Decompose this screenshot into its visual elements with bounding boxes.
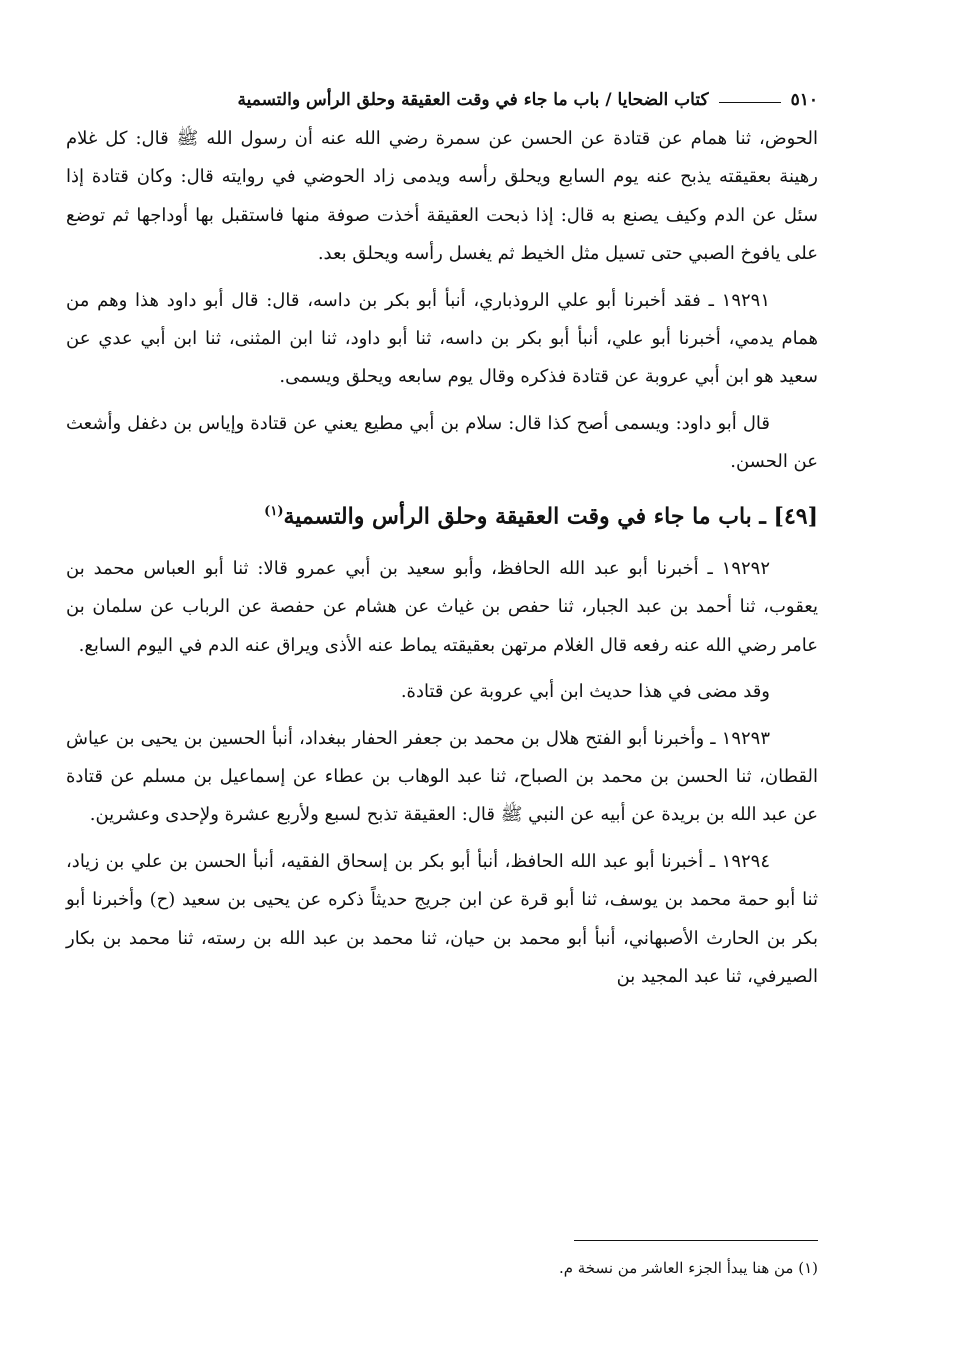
document-page (66, 80, 818, 1277)
header-divider (719, 102, 781, 103)
main-text (66, 120, 818, 996)
page-number: ٥١٠ (790, 90, 818, 110)
hadith-19291: ١٩٢٩١ ـ فقد أخبرنا أبو علي الروذباري، أنبأ أبو بكر بن داسه، قال: قال أبو داود هذا وهم من همام يدمي، أخبرنا أبو علي، أنبأ أبو بكر بن داسه، ثنا أبو داود، ثنا ابن المثنى، ثنا ابن أبي عدي عن سعيد هو ابن أبي عروبة عن قتادة فذكره وقال يوم سابعه ويحلق ويسمى. (66, 289, 818, 388)
hadith-19293: ١٩٢٩٣ ـ وأخبرنا أبو الفتح هلال بن محمد بن جعفر الحفار ببغداد، أنبأ الحسين بن يحيى بن عياش القطان، ثنا الحسن بن محمد بن الصباح، ثنا عبد الوهاب بن عطاء عن إسماعيل بن مسلم عن قتادة عن عبد الله بن بريدة عن أبيه عن النبي ﷺ قال: العقيقة تذبح لسبع ولأربع عشرة ولإحدى وعشرين. (66, 727, 818, 826)
header-chapter-title: باب ما جاء في وقت العقيقة وحلق الرأس والتسمية (237, 90, 600, 110)
hadith-19292: ١٩٢٩٢ ـ أخبرنا أبو عبد الله الحافظ، وأبو سعيد بن أبي عمرو قالا: ثنا أبو العباس محمد بن يعقوب، ثنا أحمد بن عبد الجبار، ثنا حفص بن غياث عن هشام عن حفصة عن الرباب عن سلمان بن عامر رضي الله عنه رفعه قال الغلام مرتهن بعقيقته يماط عنه الأذى ويراق عنه الدم في اليوم السابع. (66, 557, 818, 656)
chapter-footnote-mark: (١) (264, 503, 284, 519)
header-title-group (238, 90, 818, 110)
running-header (66, 80, 818, 120)
paragraph-continuation: الحوض، ثنا همام عن قتادة عن الحسن عن سمرة رضي الله عنه أن رسول الله ﷺ قال: كل غلام رهينة بعقيقته يذبح عنه يوم السابع ويحلق رأسه ويدمى زاد الحوضي في روايته قال: وكان قتادة إذا سئل عن الدم وكيف يصنع به قال: إذا ذبحت العقيقة أخذت صوفة منها فاستقبل بها أوداجها ثم توضع على يافوخ الصبي حتى تسيل مثل الخيط ثم يغسل رأسه ويحلق بعد. (66, 128, 818, 265)
chapter-heading-text: [٤٩] ـ باب ما جاء في وقت العقيقة وحلق الرأس والتسمية (283, 502, 818, 529)
chapter-heading (66, 492, 818, 536)
paragraph-reference-note: وقد مضى في هذا حديث ابن أبي عروبة عن قتادة. (400, 681, 770, 703)
paragraph-abu-dawud-note: قال أبو داود: ويسمى أصح كذا قال: سلام بن أبي مطيع يعني عن قتادة وإياس بن دغفل وأشعث عن الحسن. (66, 412, 818, 473)
hadith-19294: ١٩٢٩٤ ـ أخبرنا أبو عبد الله الحافظ، أنبأ أبو بكر بن إسحاق الفقيه، أنبأ الحسن بن علي بن زياد، ثنا أبو حمة محمد بن يوسف، ثنا أبو قرة عن ابن جريج حديثاً ذكره عن يحيى بن سعيد (ح) وأخبرنا أبو بكر بن الحارث الأصبهاني، أنبأ أبو محمد بن حيان، ثنا محمد بن عبد الله بن رسته، ثنا محمد بن بكار الصيرفي، ثنا عبد المجيد بن (66, 850, 818, 988)
header-book-title: كتاب الضحايا / (605, 90, 709, 110)
footnote: (١) من هنا يبدأ الجزء العاشر من نسخة م. (558, 1259, 818, 1277)
footnote-divider (574, 1240, 818, 1241)
